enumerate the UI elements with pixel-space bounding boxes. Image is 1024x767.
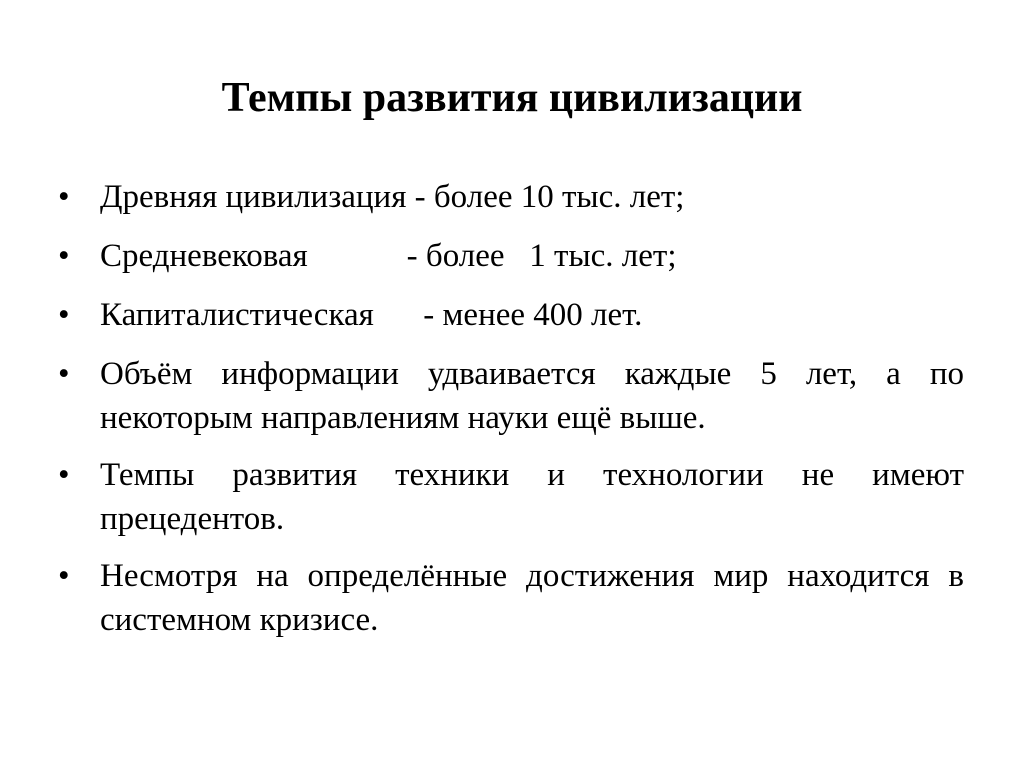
bullet-text: Несмотря на определённые достижения мир находится в системном кризисе.	[100, 558, 964, 638]
bullet-icon: •	[58, 356, 70, 392]
bullet-text: Объём информации удваивается каждые 5 лет, а по некоторым направлениям науки ещё выше.	[100, 356, 964, 436]
bullet-text: Капиталистическая - менее 400 лет.	[100, 297, 643, 333]
bullet-text: Темпы развития техники и технологии не имеют прецедентов.	[100, 457, 964, 537]
list-item	[58, 175, 964, 219]
list-item	[58, 554, 964, 642]
bullet-icon: •	[58, 297, 70, 333]
bullet-icon: •	[58, 179, 70, 215]
slide-title: Темпы развития цивилизации	[221, 75, 803, 121]
list-item	[58, 453, 964, 541]
list-item	[58, 352, 964, 440]
bullet-icon: •	[58, 238, 70, 274]
bullet-text: Средневековая - более 1 тыс. лет;	[100, 238, 677, 274]
list-item	[58, 293, 964, 337]
bullet-icon: •	[58, 558, 70, 594]
bullet-icon: •	[58, 457, 70, 493]
bullet-list	[58, 175, 964, 655]
bullet-text: Древняя цивилизация - более 10 тыс. лет;	[100, 179, 685, 215]
list-item	[58, 234, 964, 278]
